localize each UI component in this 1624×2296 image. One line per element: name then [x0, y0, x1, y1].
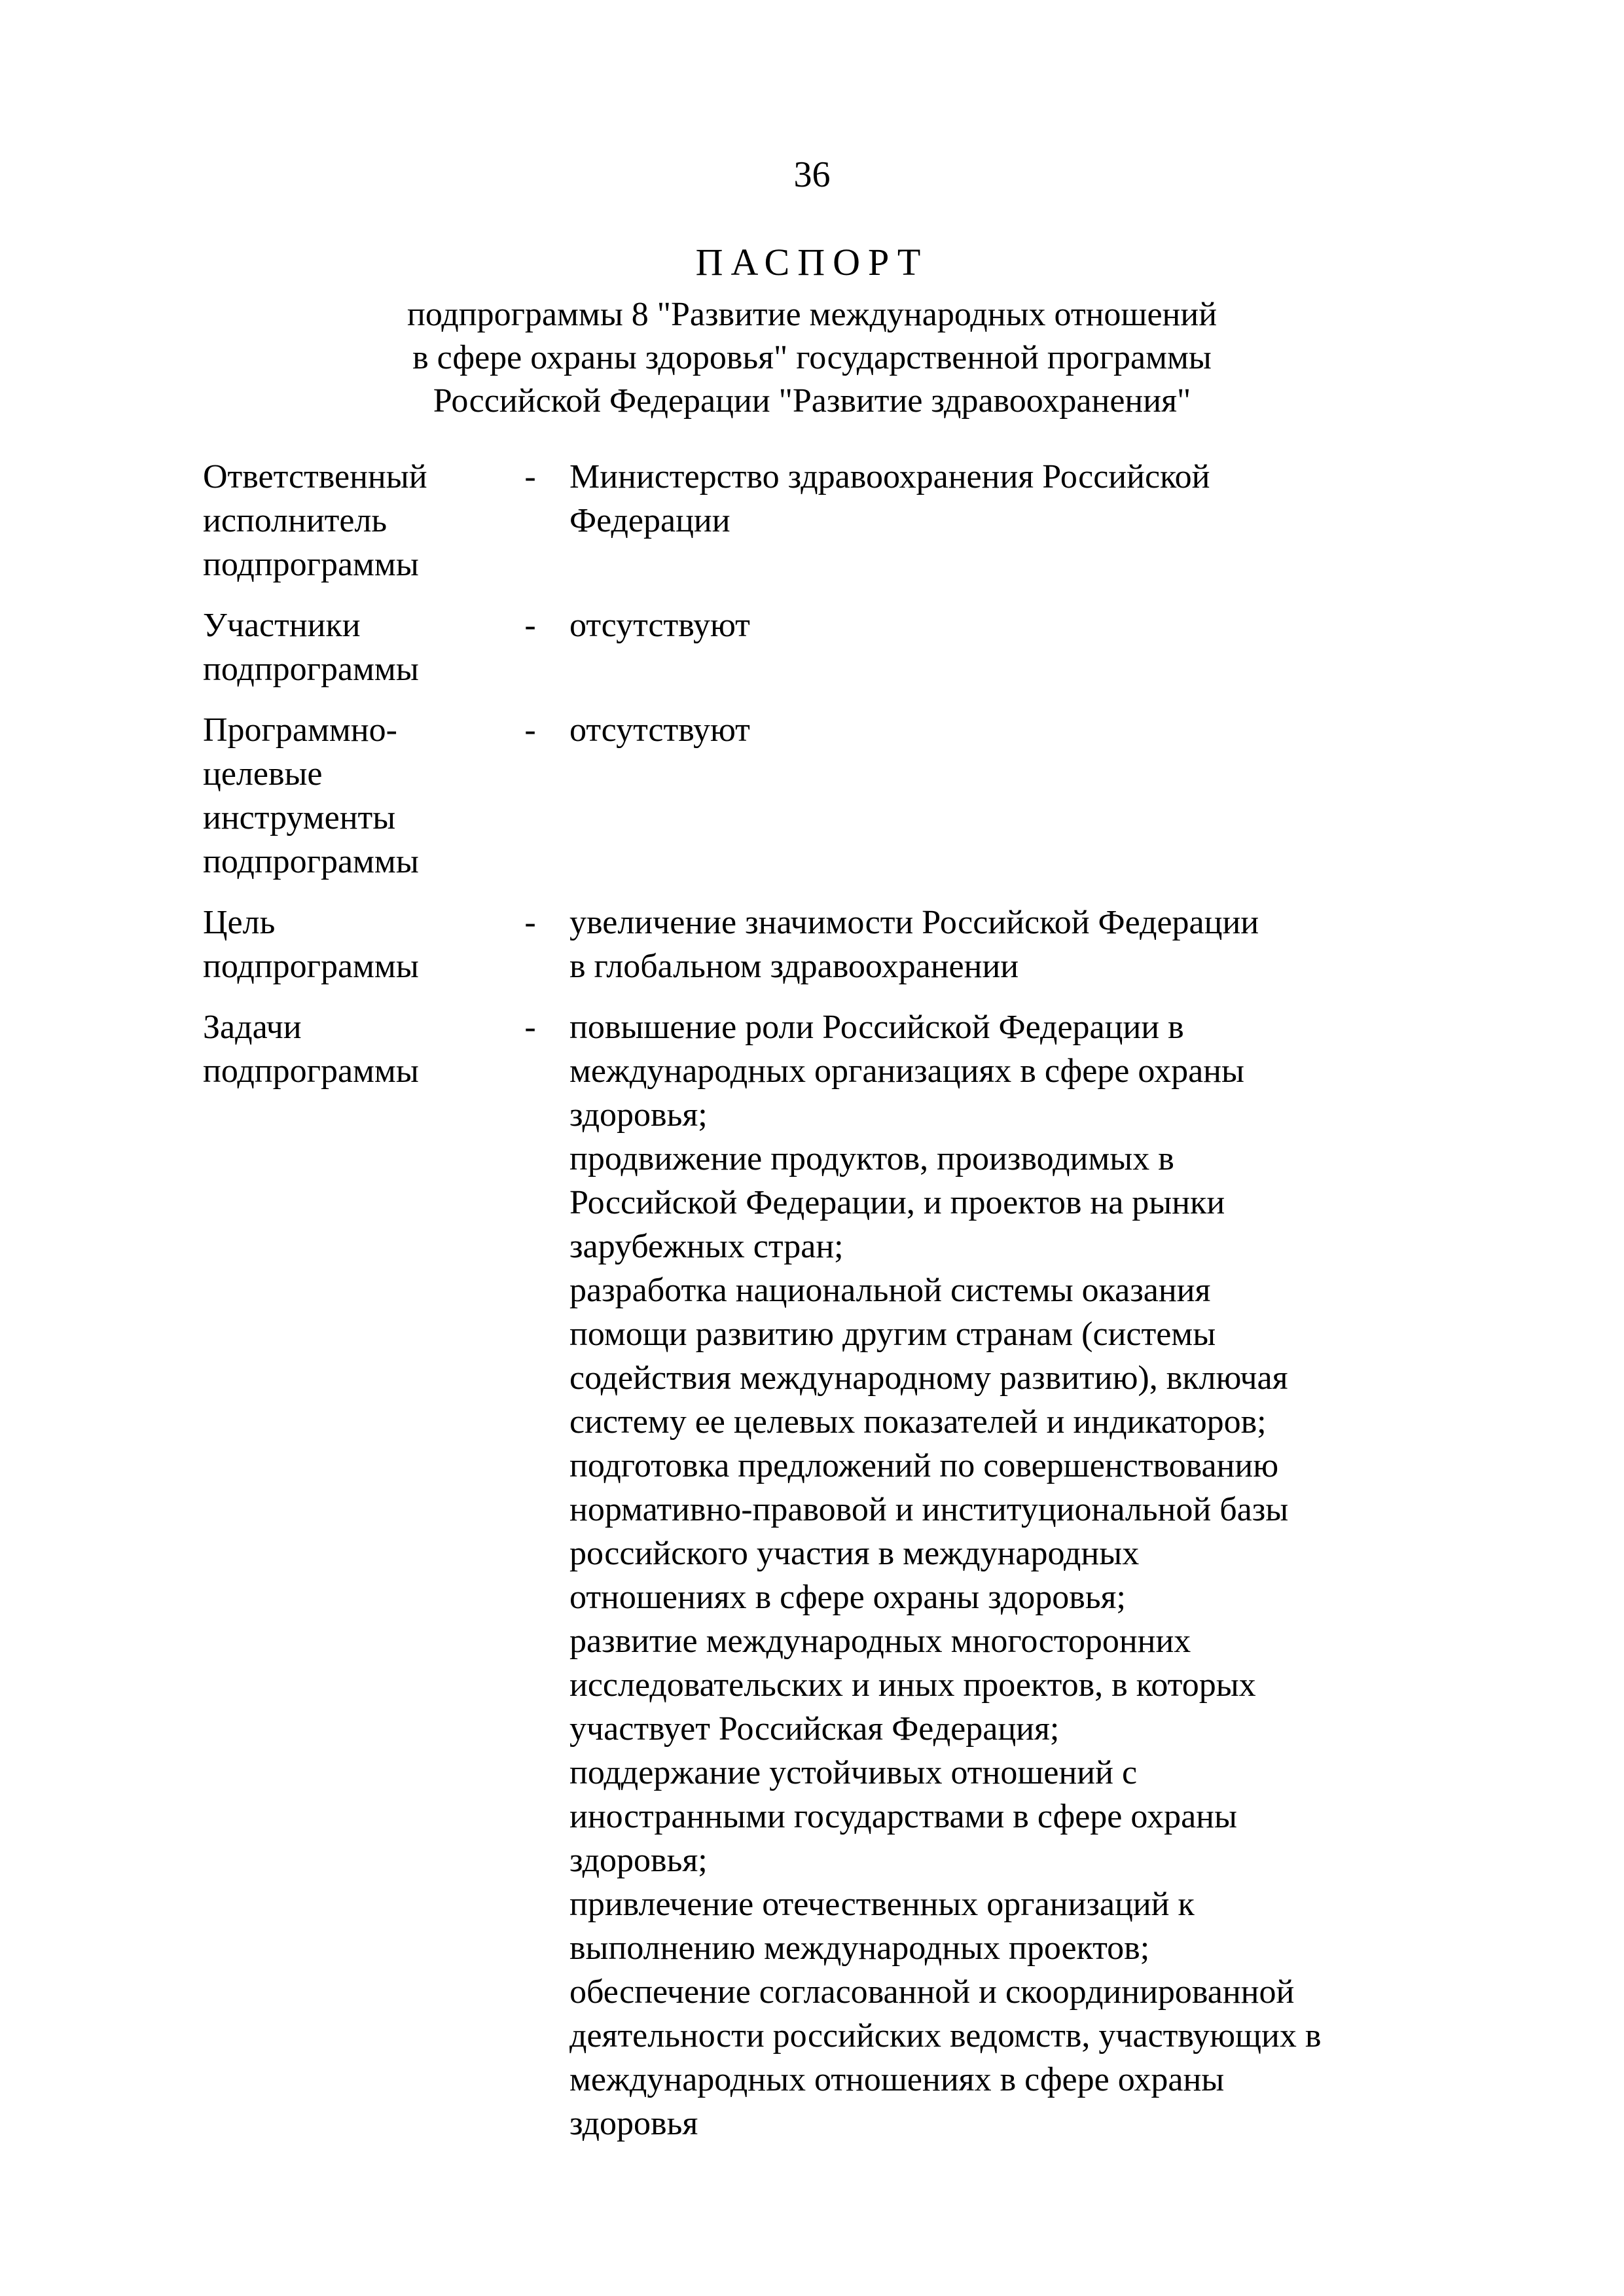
row-value-line: систему ее целевых показателей и индикаторов; — [569, 1403, 1267, 1441]
row-value-line: в глобальном здравоохранении — [569, 948, 1019, 985]
row-label-line: Программно- — [203, 711, 397, 749]
row-value-line: деятельности российских ведомств, участвующих в — [569, 2017, 1322, 2054]
document-title — [0, 240, 1624, 423]
row-label — [203, 455, 491, 603]
row-label-line: инструменты — [203, 799, 396, 836]
row-value-line: международных отношениях в сфере охраны — [569, 2061, 1225, 2098]
row-value-line: российского участия в международных — [569, 1535, 1140, 1572]
title-line-2: в сфере охраны здоровья" государственной программы — [412, 339, 1212, 376]
row-label-line: подпрограммы — [203, 843, 419, 880]
row-label-line: Участники — [203, 607, 361, 644]
table-row — [203, 603, 1460, 708]
row-dash: - — [524, 711, 536, 749]
row-value-line: развитие международных многосторонних — [569, 1623, 1191, 1660]
passport-table — [203, 455, 1460, 2162]
title-line-3: Российской Федерации "Развитие здравоохранения" — [433, 382, 1191, 420]
table-row — [203, 901, 1460, 1005]
row-label — [203, 1005, 491, 2162]
row-label — [203, 708, 491, 901]
table-row — [203, 1005, 1460, 2162]
row-value-line: отсутствуют — [569, 711, 750, 749]
row-value-line: отношениях в сфере охраны здоровья; — [569, 1579, 1126, 1616]
row-value-line: продвижение продуктов, производимых в — [569, 1140, 1174, 1177]
row-value-line: отсутствуют — [569, 607, 750, 644]
row-label-line: подпрограммы — [203, 1052, 419, 1090]
row-value-line: международных организациях в сфере охраны — [569, 1052, 1244, 1090]
row-value-line: участвует Российская Федерация; — [569, 1710, 1060, 1748]
row-label-line: Ответственный — [203, 458, 427, 495]
table-row — [203, 708, 1460, 901]
row-label-line: подпрограммы — [203, 948, 419, 985]
row-label-line: подпрограммы — [203, 651, 419, 688]
row-label-line: Задачи — [203, 1009, 302, 1046]
title-passport: ПАСПОРТ — [695, 241, 929, 283]
row-value-line: обеспечение согласованной и скоординированной — [569, 1973, 1295, 2011]
row-value-line: здоровья — [569, 2105, 698, 2142]
row-value-line: здоровья; — [569, 1842, 708, 1879]
row-value-line: нормативно-правовой и институциональной базы — [569, 1491, 1289, 1528]
row-label-line: исполнитель — [203, 502, 388, 539]
page-number: 36 — [793, 154, 831, 195]
row-value — [569, 901, 1460, 1005]
row-dash: - — [524, 607, 536, 644]
row-value-line: содействия международному развитию), включая — [569, 1359, 1288, 1397]
row-label — [203, 603, 491, 708]
row-label — [203, 901, 491, 1005]
row-value-line: здоровья; — [569, 1096, 708, 1134]
row-label-line: Цель — [203, 904, 276, 941]
row-value-line: подготовка предложений по совершенствованию — [569, 1447, 1279, 1484]
row-value-line: исследовательских и иных проектов, в которых — [569, 1666, 1256, 1704]
row-value-line: Российской Федерации, и проектов на рынки — [569, 1184, 1225, 1221]
row-value-line: зарубежных стран; — [569, 1228, 844, 1265]
row-value — [569, 455, 1460, 603]
table-row — [203, 455, 1460, 603]
row-label-line: подпрограммы — [203, 546, 419, 583]
row-value — [569, 708, 1460, 901]
row-value-line: повышение роли Российской Федерации в — [569, 1009, 1184, 1046]
row-value-line: иностранными государствами в сфере охраны — [569, 1798, 1237, 1835]
row-value — [569, 1005, 1460, 2162]
row-value-line: Федерации — [569, 502, 731, 539]
row-value-line: привлечение отечественных организаций к — [569, 1886, 1195, 1923]
row-value-line: Министерство здравоохранения Российской — [569, 458, 1210, 495]
row-value-line: увеличение значимости Российской Федерации — [569, 904, 1259, 941]
row-dash: - — [524, 1009, 536, 1046]
row-value — [569, 603, 1460, 708]
row-value-line: выполнению международных проектов; — [569, 1929, 1150, 1967]
row-value-line: поддержание устойчивых отношений с — [569, 1754, 1138, 1791]
row-dash: - — [524, 904, 536, 941]
row-value-line: помощи развитию другим странам (системы — [569, 1316, 1216, 1353]
row-dash: - — [524, 458, 536, 495]
row-label-line: целевые — [203, 755, 323, 793]
title-line-1: подпрограммы 8 "Развитие международных отношений — [406, 296, 1218, 333]
row-value-line: разработка национальной системы оказания — [569, 1272, 1211, 1309]
